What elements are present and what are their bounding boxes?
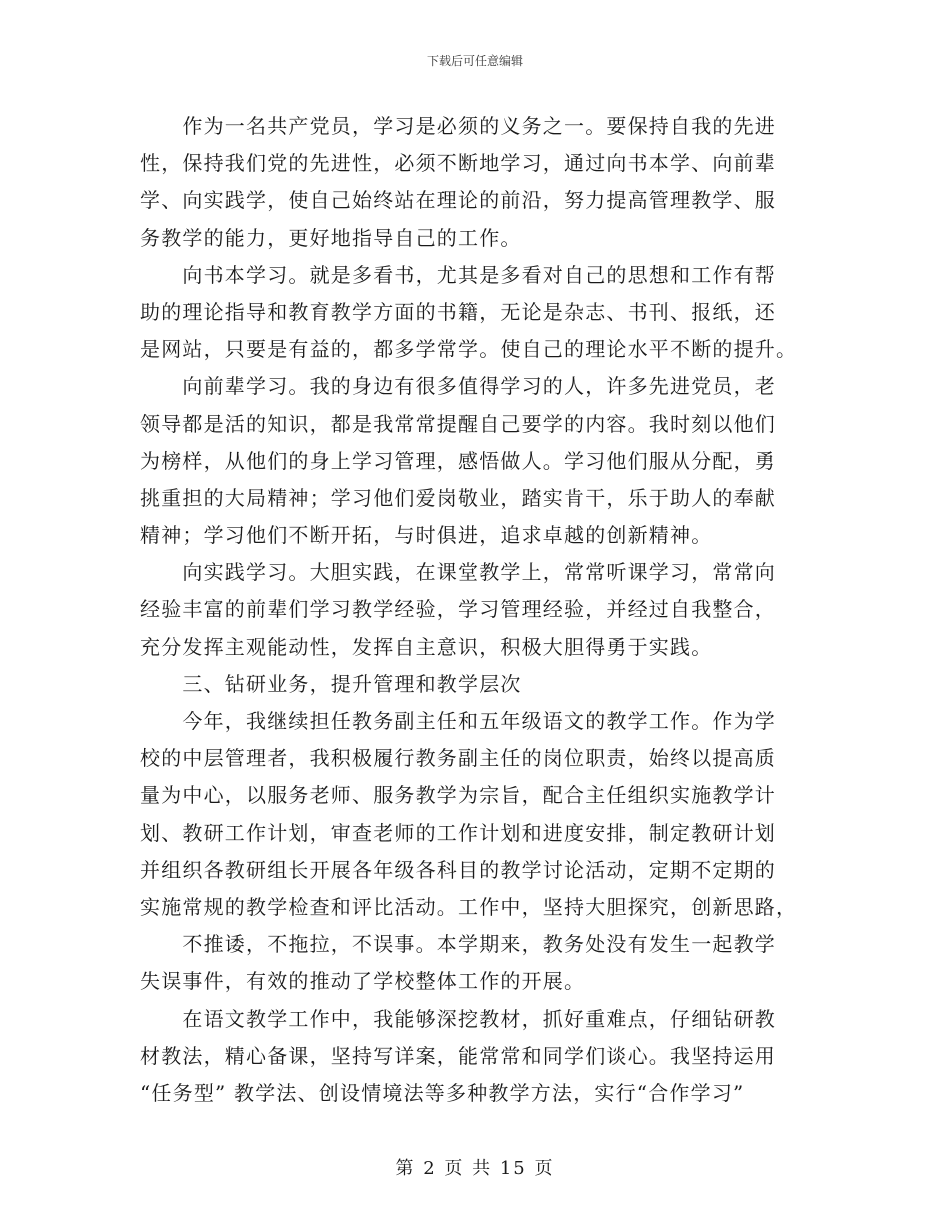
text-line: 向实践学习。大胆实践，在课堂教学上，常常听课学习，常常向 [140,560,776,585]
text-line: 作为一名共产党员，学习是必须的义务之一。要保持自我的先进 [140,114,776,138]
page-number: 第 2 页 共 15 页 [395,1158,555,1179]
text-line: 今年，我继续担任教务副主任和五年级语文的教学工作。作为学 [140,709,776,733]
text-line: 学、向实践学，使自己始终站在理论的前沿，努力提高管理教学、服 [140,188,776,213]
text-line: 领导都是活的知识，都是我常常提醒自己要学的内容。我时刻以他们 [140,411,776,436]
text-line: 校的中层管理者，我积极履行教务副主任的岗位职责，始终以提高质 [140,746,776,771]
text-line: 材教法，精心备课，坚持写详案，能常常和同学们谈心。我坚持运用 [140,1043,776,1068]
text-line: “任务型” 教学法、创设情境法等多种教学方法，实行“合作学习” [140,1080,745,1105]
text-line: 经验丰富的前辈们学习教学经验，学习管理经验，并经过自我整合， [140,597,776,622]
text-line: 失误事件，有效的推动了学校整体工作的开展。 [140,969,586,994]
text-line: 在语文教学工作中，我能够深挖教材，抓好重难点，仔细钻研教 [140,1006,776,1031]
section-heading: 三、钻研业务，提升管理和教学层次 [140,671,522,696]
text-line: 性，保持我们党的先进性，必须不断地学习，通过向书本学、向前辈 [140,151,776,176]
text-line: 并组织各教研组长开展各年级各科目的教学讨论活动，定期不定期的 [140,857,776,882]
text-line: 充分发挥主观能动性，发挥自主意识，积极大胆得勇于实践。 [140,634,713,659]
text-line: 划、教研工作计划，审查老师的工作计划和进度安排，制定教研计划 [140,820,776,845]
text-line: 助的理论指导和教育教学方面的书籍，无论是杂志、书刊、报纸，还 [140,299,776,324]
text-line: 为榜样，从他们的身上学习管理，感悟做人。学习他们服从分配，勇 [140,448,776,473]
document-body [140,108,812,1112]
text-line: 是网站，只要是有益的，都多学常学。使自己的理论水平不断的提升。 [140,337,798,362]
page-header: 下载后可任意编辑 [426,54,523,68]
text-line: 向书本学习。就是多看书，尤其是多看对自己的思想和工作有帮 [140,262,776,287]
text-line: 量为中心，以服务老师、服务教学为宗旨，配合主任组织实施教学计 [140,783,776,808]
text-line: 向前辈学习。我的身边有很多值得学习的人，许多先进党员，老 [140,374,776,399]
text-line: 实施常规的教学检查和评比活动。工作中，坚持大胆探究，创新思路， [140,894,798,919]
text-line: 不推诿，不拖拉，不误事。本学期来，教务处没有发生一起教学 [140,932,776,957]
text-line: 精神；学习他们不断开拓，与时俱进，追求卓越的创新精神。 [140,523,713,548]
text-line: 务教学的能力，更好地指导自己的工作。 [140,225,522,250]
text-line: 挑重担的大局精神；学习他们爱岗敬业，踏实肯干，乐于助人的奉献 [140,485,776,510]
